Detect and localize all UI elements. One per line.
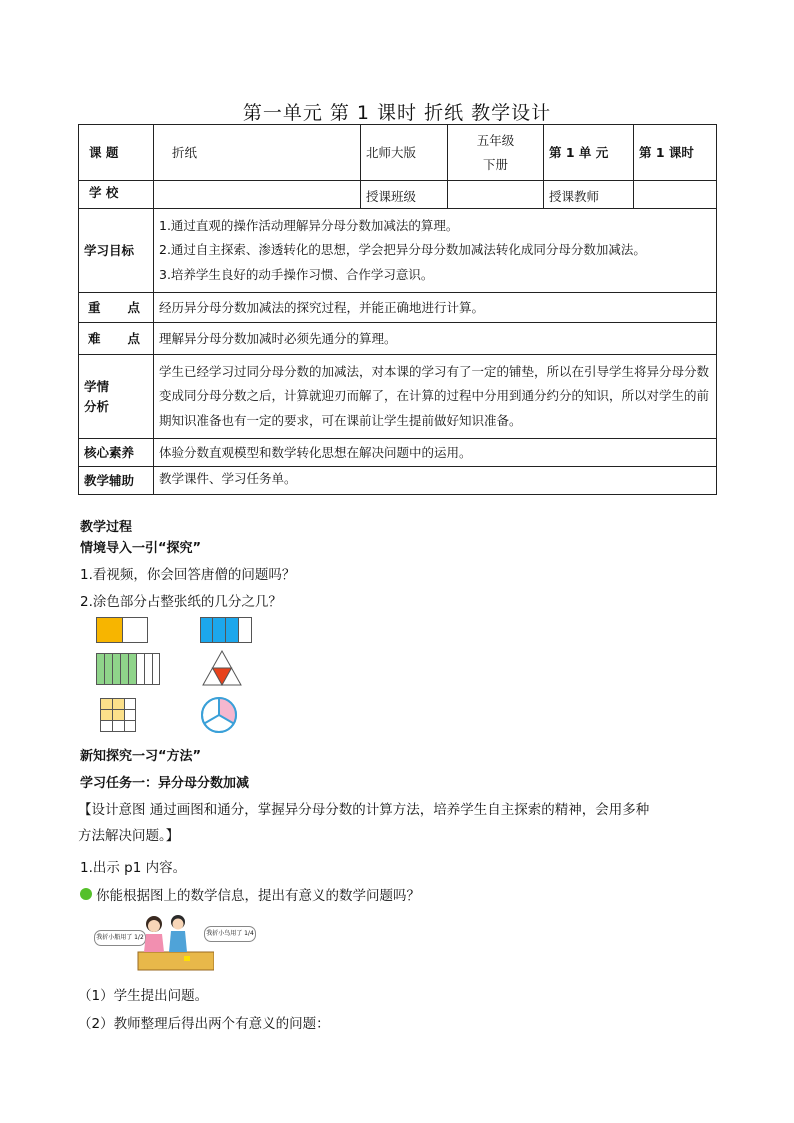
lesson-value: 第 1 课时 — [634, 125, 717, 181]
show-content: 1.出示 p1 内容。 — [80, 860, 187, 876]
core-value: 体验分数直观模型和数学转化思想在解决问题中的运用。 — [154, 439, 717, 467]
edition-value: 北师大版 — [361, 125, 448, 181]
topic-label: 课 题 — [79, 125, 154, 181]
prompt-line — [80, 884, 420, 904]
teacher-label: 授课教师 — [544, 181, 634, 209]
key-value: 经历异分母分数加减法的探究过程，并能正确地进行计算。 — [154, 293, 717, 323]
key-label: 重 点 — [79, 293, 154, 323]
step-2: （2）教师整理后得出两个有意义的问题： — [78, 1016, 330, 1032]
goals-cell — [154, 209, 717, 293]
aid-label: 教学辅助 — [79, 467, 154, 495]
school-value — [154, 181, 361, 209]
difficulty-value: 理解异分母分数加减时必须先通分的算理。 — [154, 323, 717, 355]
yellow-grid-rect — [100, 698, 136, 732]
circle-thirds-figure — [200, 696, 238, 734]
green-stripes-rect — [96, 653, 160, 685]
step-1: （1）学生提出问题。 — [78, 988, 209, 1004]
children-icon — [134, 912, 214, 976]
section-intro-heading: 情境导入一引“探究” — [80, 541, 202, 556]
page-title: 第一单元 第 1 课时 折纸 教学设计 — [242, 102, 552, 124]
analysis-value: 学生已经学习过同分母分数的加减法，对本课的学习有了一定的铺垫，所以在引导学生将异分母分数变成同分母分数之后，计算就迎刃而解了，在计算的过程中分用到通分约分的知识，所以对学生的前期知识准备也有一定的要求，可在课前让学生提前做好知识准备。 — [154, 355, 717, 439]
blue-quarters-rect — [200, 617, 252, 643]
goal-item: 2.通过自主探索、渗透转化的思想，学会把异分母分数加减法转化成同分母分数加减法。 — [159, 242, 646, 258]
process-heading: 教学过程 — [80, 520, 133, 535]
task-1-heading: 学习任务一：异分母分数加减 — [80, 776, 250, 791]
design-intent-line-2: 方法解决问题。】 — [78, 828, 180, 844]
triangle-figure — [202, 650, 242, 686]
goal-item: 3.培养学生良好的动手操作习惯、合作学习意识。 — [159, 266, 434, 282]
class-value — [448, 181, 544, 209]
difficulty-label: 难 点 — [79, 323, 154, 355]
fraction-figures — [96, 614, 256, 736]
unit-value: 第 1 单 元 — [544, 125, 634, 181]
grade-value: 五年级 — [476, 132, 515, 148]
analysis-label: 学情 分析 — [79, 355, 154, 439]
core-label: 核心素养 — [79, 439, 154, 467]
volume-value: 下册 — [482, 156, 508, 172]
speech-bubble-left: 我折小船用了 1/2 — [94, 930, 146, 946]
green-dot-icon — [80, 888, 92, 900]
half-shaded-rect — [96, 617, 148, 643]
question-1: 1.看视频，你会回答唐僧的问题吗？ — [80, 567, 296, 583]
section-explore-heading: 新知探究一习“方法” — [80, 749, 202, 764]
prompt-text: 你能根据图上的数学信息，提出有意义的数学问题吗？ — [96, 888, 420, 904]
goals-label: 学习目标 — [79, 209, 154, 293]
teacher-value — [634, 181, 717, 209]
lesson-info-table — [78, 124, 717, 495]
aid-value: 教学课件、学习任务单。 — [154, 467, 717, 495]
grade-volume — [448, 125, 544, 181]
class-label: 授课班级 — [361, 181, 448, 209]
school-label: 学 校 — [79, 181, 154, 209]
topic-value: 折纸 — [154, 125, 361, 181]
question-2: 2.涂色部分占整张纸的几分之几？ — [80, 594, 282, 610]
design-intent-line-1: 【设计意图 通过画图和通分，掌握异分母分数的计算方法，培养学生自主探索的精神，会用多种 — [78, 802, 650, 818]
speech-bubble-right: 我折小鸟用了 1/4 — [204, 926, 256, 942]
kids-folding-illustration — [94, 912, 254, 976]
goal-item: 1.通过直观的操作活动理解异分母分数加减法的算理。 — [159, 217, 459, 233]
